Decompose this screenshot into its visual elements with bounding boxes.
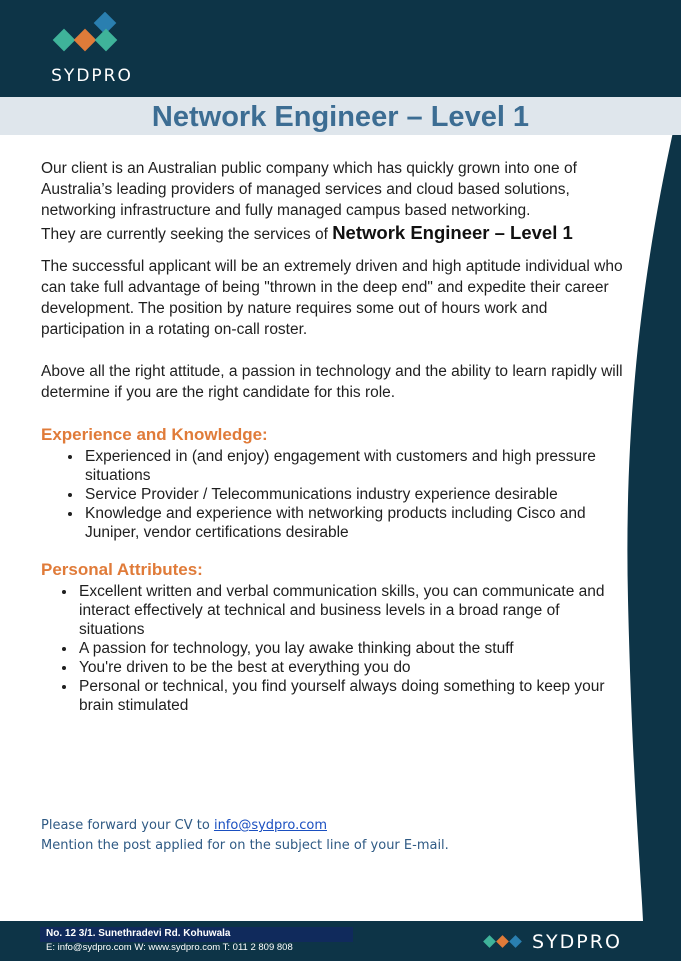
footer-logo — [480, 930, 640, 954]
forward-prefix: Please forward your CV to — [41, 818, 214, 833]
logo-text: SYDPRO — [51, 66, 133, 86]
list-item: • Experienced in (and enjoy) engagement with customers and high pressure situations — [83, 447, 631, 485]
footer-contacts: E: info@sydpro.com W: www.sydpro.com T: 011 2 809 808 — [46, 942, 293, 953]
seeking-prefix: They are currently seeking the services of — [41, 226, 333, 243]
forward-line — [41, 816, 449, 836]
list-item: • Personal or technical, you find yourself always doing something to keep your brain stimulated — [77, 677, 611, 715]
footer-diamonds-icon — [480, 930, 530, 954]
list-item: • Service Provider / Telecommunications industry experience desirable — [83, 485, 631, 504]
email-link[interactable]: info@sydpro.com — [213, 818, 327, 833]
attributes-list — [41, 582, 631, 715]
footer-address: No. 12 3/1. Sunethradevi Rd. Kohuwala — [46, 928, 231, 939]
attributes-heading: Personal Attributes: — [41, 560, 203, 579]
document-body — [41, 158, 631, 715]
contact-block — [41, 816, 449, 856]
footer-brand: SYDPRO — [532, 931, 622, 953]
logo-diamonds-icon — [46, 12, 138, 66]
list-item: • You're driven to be the best at everything you do — [77, 658, 611, 677]
applicant-paragraph: The successful applicant will be an extremely driven and high aptitude individual who can take full advantage of being "thrown in the deep end" and expedite their career development. The position by nature requires some out of hours work and participation in a rotating on-call roster. — [41, 258, 623, 338]
mention-line: Mention the post applied for on the subject line of your E-mail. — [41, 838, 449, 853]
seeking-line — [41, 222, 631, 245]
page-title: Network Engineer – Level 1 — [151, 101, 530, 133]
intro-paragraph: Our client is an Australian public company which has quickly grown into one of Australia’s leading providers of managed services and cloud based solutions, networking infrastructure and fully managed campus based networking. — [41, 160, 577, 219]
list-item: • Excellent written and verbal communication skills, you can communicate and interact effectively at technical and business levels in a broad range of situations — [77, 582, 611, 639]
list-item: • A passion for technology, you lay awake thinking about the stuff — [77, 639, 611, 658]
sydpro-logo — [46, 12, 138, 90]
seeking-role: Network Engineer – Level 1 — [332, 222, 573, 243]
experience-list — [41, 447, 631, 542]
experience-heading: Experience and Knowledge: — [41, 425, 268, 444]
attitude-paragraph: Above all the right attitude, a passion in technology and the ability to learn rapidly will determine if you are the right candidate for this role. — [41, 363, 623, 401]
list-item: • Knowledge and experience with networking products including Cisco and Juniper, vendor certifications desirable — [83, 504, 631, 542]
